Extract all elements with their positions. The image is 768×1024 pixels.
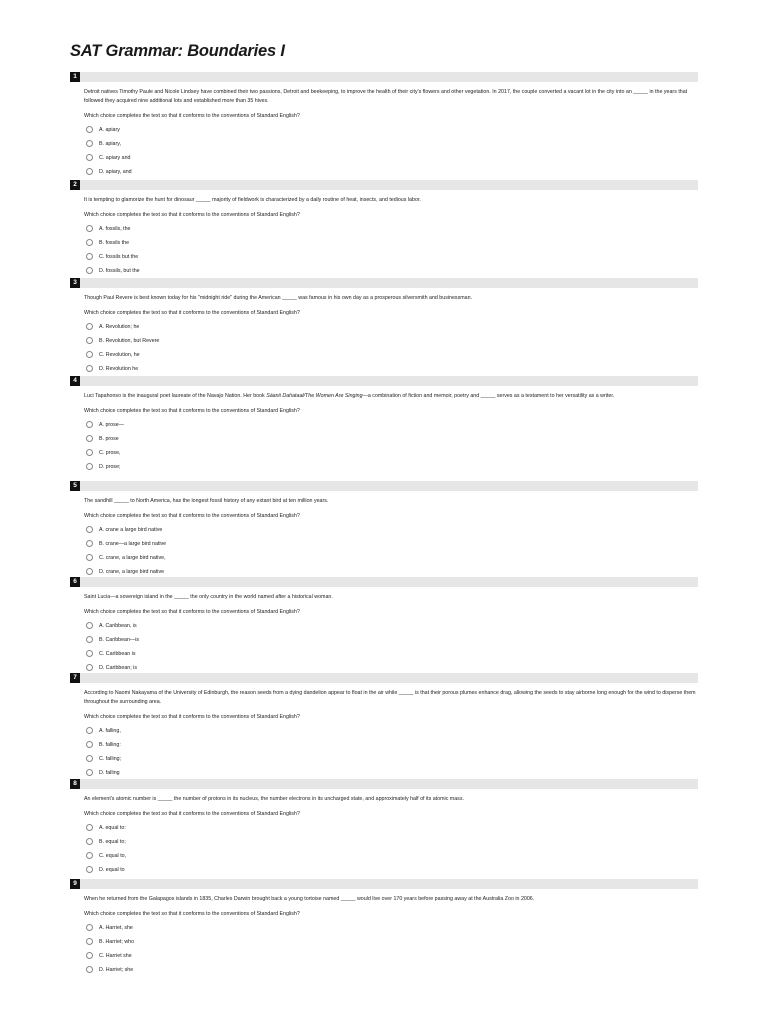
question-number-badge: 1 (70, 72, 80, 82)
answer-option-label: A. apiary (99, 127, 120, 133)
question-number-badge: 4 (70, 376, 80, 386)
radio-button-icon[interactable] (86, 741, 93, 748)
question-9 (70, 879, 698, 977)
answer-option-label: D. falling (99, 770, 120, 776)
answer-option-label: D. prose; (99, 464, 121, 470)
answer-option-label: C. Revolution, he (99, 352, 140, 358)
radio-button-icon[interactable] (86, 568, 93, 575)
answer-options (84, 921, 698, 977)
radio-button-icon[interactable] (86, 365, 93, 372)
radio-button-icon[interactable] (86, 769, 93, 776)
question-number-badge: 7 (70, 673, 80, 683)
question-prompt: Which choice completes the text so that it conforms to the conventions of Standard English? (84, 513, 300, 519)
answer-option-label: C. apiary and (99, 155, 131, 161)
answer-option-label: C. Harriet she (99, 953, 132, 959)
answer-options (84, 619, 698, 675)
answer-option-a[interactable] (84, 418, 698, 432)
radio-button-icon[interactable] (86, 267, 93, 274)
question-1 (70, 72, 698, 179)
answer-option-a[interactable] (84, 523, 698, 537)
answer-option-c[interactable] (84, 949, 698, 963)
answer-option-d[interactable] (84, 165, 698, 179)
answer-option-b[interactable] (84, 835, 698, 849)
answer-option-a[interactable] (84, 320, 698, 334)
answer-options (84, 523, 698, 579)
question-2 (70, 180, 698, 278)
radio-button-icon[interactable] (86, 421, 93, 428)
answer-option-label: D. Revolution he (99, 366, 139, 372)
question-header-bar (70, 879, 698, 889)
answer-option-d[interactable] (84, 362, 698, 376)
radio-button-icon[interactable] (86, 755, 93, 762)
radio-button-icon[interactable] (86, 966, 93, 973)
answer-option-label: B. falling: (99, 742, 121, 748)
radio-button-icon[interactable] (86, 239, 93, 246)
answer-option-label: D. Harriet; she (99, 967, 134, 973)
answer-options (84, 821, 698, 877)
passage-text: Luci Tapahonso is the inaugural poet laureate of the Navajo Nation. Her book (84, 393, 267, 399)
answer-option-label: C. crane, a large bird native, (99, 555, 166, 561)
radio-button-icon[interactable] (86, 924, 93, 931)
answer-option-c[interactable] (84, 849, 698, 863)
radio-button-icon[interactable] (86, 526, 93, 533)
radio-button-icon[interactable] (86, 952, 93, 959)
question-header-bar (70, 72, 698, 82)
question-prompt: Which choice completes the text so that it conforms to the conventions of Standard English? (84, 408, 300, 414)
question-passage: Detroit natives Timothy Paule and Nicole Lindsey have combined their two passions, Detroit and beekeeping, to improve the health of their city's flowers and other vegetation. In 2017, the couple converted a vacant lot in the city into an _____ in the years that followed they acquired nine additional lots and established more than 35 hives. (84, 89, 688, 104)
answer-option-c[interactable] (84, 551, 698, 565)
answer-option-label: C. falling; (99, 756, 122, 762)
question-prompt: Which choice completes the text so that it conforms to the conventions of Standard English? (84, 609, 300, 615)
answer-options (84, 123, 698, 179)
question-3 (70, 278, 698, 376)
answer-option-label: B. prose (99, 436, 119, 442)
radio-button-icon[interactable] (86, 253, 93, 260)
answer-option-label: B. Revolution, but Revere (99, 338, 160, 344)
answer-option-label: A. falling, (99, 728, 121, 734)
answer-option-d[interactable] (84, 963, 698, 977)
question-header-bar (70, 376, 698, 386)
answer-option-label: A. prose— (99, 422, 125, 428)
radio-button-icon[interactable] (86, 225, 93, 232)
answer-option-d[interactable] (84, 766, 698, 780)
answer-option-label: B. equal to; (99, 839, 126, 845)
radio-button-icon[interactable] (86, 824, 93, 831)
answer-option-b[interactable] (84, 137, 698, 151)
radio-button-icon[interactable] (86, 852, 93, 859)
answer-option-label: D. crane, a large bird native (99, 569, 165, 575)
answer-option-label: A. Caribbean, is (99, 623, 137, 629)
answer-option-a[interactable] (84, 821, 698, 835)
answer-option-label: D. fossils, but the (99, 268, 140, 274)
radio-button-icon[interactable] (86, 938, 93, 945)
question-5 (70, 481, 698, 579)
answer-option-a[interactable] (84, 222, 698, 236)
answer-option-label: C. prose, (99, 450, 121, 456)
question-number-badge: 6 (70, 577, 80, 587)
book-title: Sáanii Dahataał/The Women Are Singing (266, 393, 363, 399)
answer-option-c[interactable] (84, 446, 698, 460)
answer-option-c[interactable] (84, 752, 698, 766)
question-prompt: Which choice completes the text so that it conforms to the conventions of Standard English? (84, 911, 300, 917)
answer-option-label: C. Caribbean is (99, 651, 136, 657)
question-4 (70, 376, 698, 474)
answer-option-c[interactable] (84, 348, 698, 362)
radio-button-icon[interactable] (86, 351, 93, 358)
answer-options (84, 222, 698, 278)
answer-option-label: B. Caribbean—is (99, 637, 140, 643)
radio-button-icon[interactable] (86, 622, 93, 629)
answer-option-d[interactable] (84, 264, 698, 278)
answer-option-a[interactable] (84, 921, 698, 935)
answer-option-label: A. Harriet, she (99, 925, 133, 931)
question-header-bar (70, 180, 698, 190)
question-prompt: Which choice completes the text so that it conforms to the conventions of Standard English? (84, 714, 300, 720)
answer-options (84, 724, 698, 780)
question-7 (70, 673, 698, 780)
answer-option-label: B. crane—a large bird native (99, 541, 167, 547)
answer-option-label: B. apiary, (99, 141, 121, 147)
answer-option-c[interactable] (84, 250, 698, 264)
question-passage: When he returned from the Galapagos islands in 1835, Charles Darwin brought back a young tortoise named _____ would live over 170 years before passing away at the Australia Zoo in 2006. (84, 896, 535, 902)
radio-button-icon[interactable] (86, 337, 93, 344)
question-number-badge: 9 (70, 879, 80, 889)
answer-option-label: B. Harriet; who (99, 939, 135, 945)
question-passage: It is tempting to glamorize the hunt for dinosaur _____ majority of fieldwork is characterized by a daily routine of heat, insects, and tedious labor. (84, 197, 421, 203)
answer-option-label: D. Caribbean; is (99, 665, 137, 671)
radio-button-icon[interactable] (86, 727, 93, 734)
answer-option-d[interactable] (84, 863, 698, 877)
question-passage: Saint Lucia—a sovereign island in the _____ the only country in the world named after a historical woman. (84, 594, 333, 600)
question-header-bar (70, 278, 698, 288)
radio-button-icon[interactable] (86, 554, 93, 561)
radio-button-icon[interactable] (86, 435, 93, 442)
answer-options (84, 418, 698, 474)
question-number-badge: 2 (70, 180, 80, 190)
answer-option-b[interactable] (84, 537, 698, 551)
question-prompt: Which choice completes the text so that it conforms to the conventions of Standard English? (84, 811, 300, 817)
radio-button-icon[interactable] (86, 838, 93, 845)
question-passage: The sandhill _____ to North America, has the longest fossil history of any extant bird at ten million years. (84, 498, 329, 504)
answer-option-b[interactable] (84, 935, 698, 949)
question-prompt: Which choice completes the text so that it conforms to the conventions of Standard English? (84, 212, 300, 218)
radio-button-icon[interactable] (86, 154, 93, 161)
radio-button-icon[interactable] (86, 866, 93, 873)
answer-option-label: D. apiary, and (99, 169, 132, 175)
question-prompt: Which choice completes the text so that it conforms to the conventions of Standard English? (84, 310, 300, 316)
question-number-badge: 3 (70, 278, 80, 288)
answer-option-b[interactable] (84, 432, 698, 446)
answer-option-label: C. fossils but the (99, 254, 139, 260)
answer-option-b[interactable] (84, 633, 698, 647)
radio-button-icon[interactable] (86, 636, 93, 643)
radio-button-icon[interactable] (86, 449, 93, 456)
radio-button-icon[interactable] (86, 463, 93, 470)
question-header-bar (70, 673, 698, 683)
answer-option-label: B. fossils the (99, 240, 130, 246)
radio-button-icon[interactable] (86, 140, 93, 147)
answer-option-a[interactable] (84, 123, 698, 137)
question-number-badge: 5 (70, 481, 80, 491)
answer-option-b[interactable] (84, 738, 698, 752)
radio-button-icon[interactable] (86, 664, 93, 671)
radio-button-icon[interactable] (86, 323, 93, 330)
answer-option-b[interactable] (84, 236, 698, 250)
question-header-bar (70, 577, 698, 587)
question-header-bar (70, 779, 698, 789)
question-passage (84, 392, 698, 401)
question-passage: An element's atomic number is _____ the number of protons in its nucleus, the number electrons in its uncharged state, and approximately half of its atomic mass. (84, 796, 464, 802)
question-header-bar (70, 481, 698, 491)
question-6 (70, 577, 698, 675)
question-prompt: Which choice completes the text so that it conforms to the conventions of Standard English? (84, 113, 300, 119)
answer-option-label: D. equal to (99, 867, 125, 873)
question-number-badge: 8 (70, 779, 80, 789)
answer-option-a[interactable] (84, 619, 698, 633)
passage-text: —a combination of fiction and memoir, poetry and _____ serves as a testament to her versatility as a writer. (362, 393, 615, 399)
answer-option-c[interactable] (84, 647, 698, 661)
radio-button-icon[interactable] (86, 126, 93, 133)
answer-option-a[interactable] (84, 724, 698, 738)
question-passage: Though Paul Revere is best known today for his "midnight ride" during the American _____ was famous in his own day as a prosperous silversmith and businessman. (84, 295, 472, 301)
answer-option-label: A. equal to: (99, 825, 126, 831)
answer-option-label: A. Revolution; he (99, 324, 140, 330)
radio-button-icon[interactable] (86, 650, 93, 657)
answer-options (84, 320, 698, 376)
answer-option-c[interactable] (84, 151, 698, 165)
question-passage: According to Naomi Nakayama of the University of Edinburgh, the reason seeds from a dying dandelion appear to float in the air while _____ is that their porous plumes enhance drag, allowing the seeds to stay airborne long enough for the wind to disperse them throughout the surrounding area. (84, 690, 696, 705)
radio-button-icon[interactable] (86, 540, 93, 547)
page-title: SAT Grammar: Boundaries I (70, 42, 285, 60)
answer-option-label: A. crane a large bird native (99, 527, 163, 533)
question-8 (70, 779, 698, 877)
radio-button-icon[interactable] (86, 168, 93, 175)
answer-option-d[interactable] (84, 460, 698, 474)
answer-option-label: C. equal to, (99, 853, 127, 859)
answer-option-label: A. fossils, the (99, 226, 131, 232)
answer-option-b[interactable] (84, 334, 698, 348)
